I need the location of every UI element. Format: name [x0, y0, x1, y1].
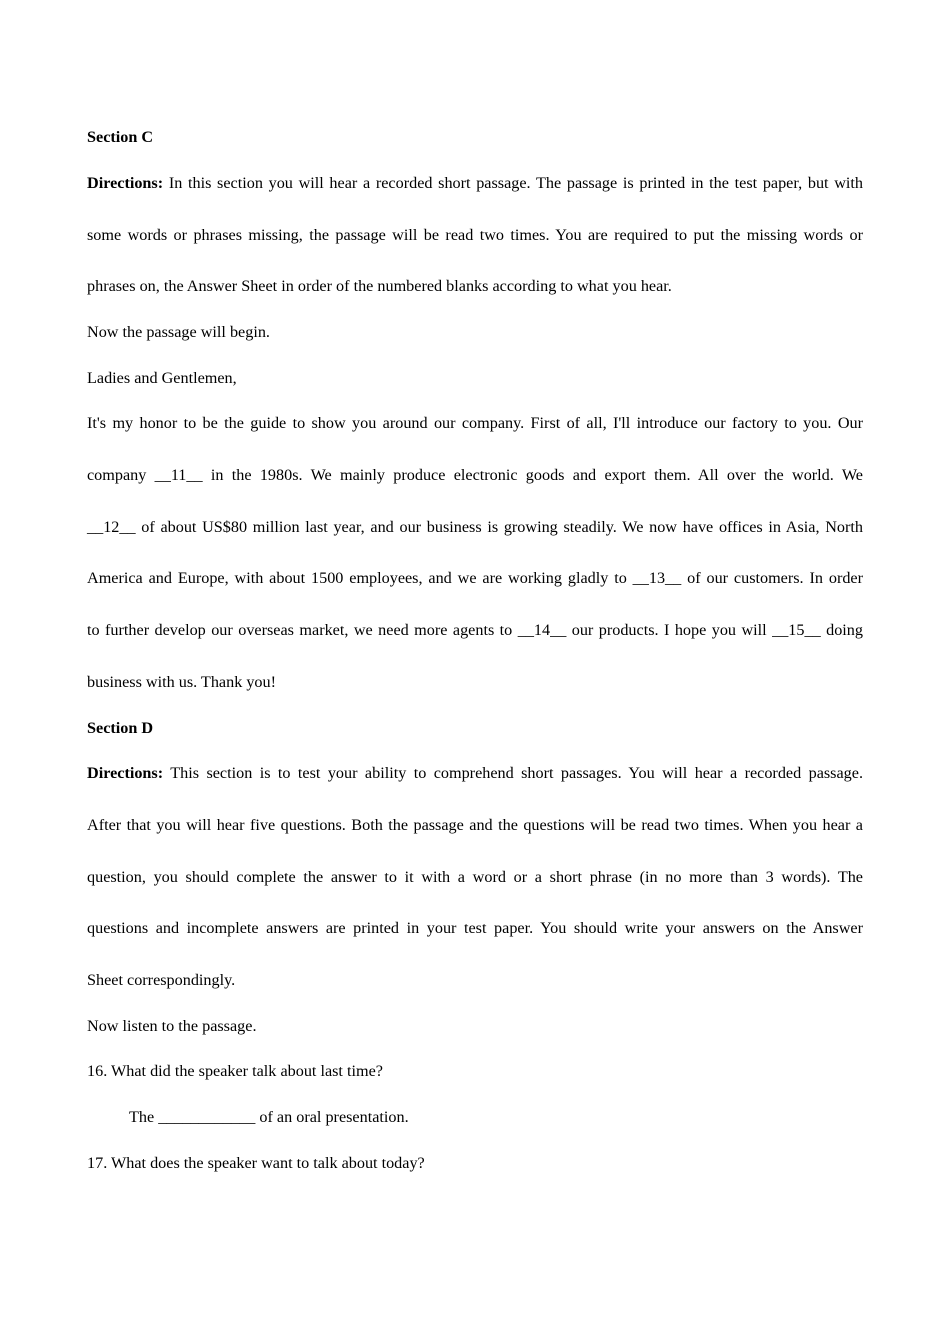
section-d-directions-text: This section is to test your ability to comprehend short passages. You will hear a recorded passage. — [163, 764, 863, 782]
section-d-directions-line: question, you should complete the answer to it with a word or a short phrase (in no more than 3 words). The — [87, 868, 863, 886]
section-d-directions-line: questions and incomplete answers are printed in your test paper. You should write your answers on the Answer — [87, 919, 863, 937]
passage-line: It's my honor to be the guide to show you around our company. First of all, I'll introduce our factory to you. Our — [87, 414, 863, 432]
section-c-directions-line: phrases on, the Answer Sheet in order of the numbered blanks according to what you hear. — [87, 277, 672, 295]
passage-line: company __11__ in the 1980s. We mainly produce electronic goods and export them. All over the world. We — [87, 466, 863, 484]
section-d-directions-line: After that you will hear five questions. Both the passage and the questions will be read two times. When you hear a — [87, 816, 863, 834]
section-d-directions-line — [87, 763, 863, 783]
section-d-directions-line: Sheet correspondingly. — [87, 971, 236, 989]
section-d-heading: Section D — [87, 719, 154, 737]
listen-instruction: Now listen to the passage. — [87, 1017, 257, 1035]
passage-line: __12__ of about US$80 million last year, and our business is growing steadily. We now have offices in Asia, North — [87, 518, 863, 536]
question-16: 16. What did the speaker talk about last time? — [87, 1062, 383, 1080]
section-d-directions-label: Directions: — [87, 764, 164, 782]
section-c-directions-line — [87, 173, 863, 193]
salutation: Ladies and Gentlemen, — [87, 369, 237, 387]
document-page — [87, 0, 863, 1344]
passage-line: business with us. Thank you! — [87, 673, 277, 691]
begin-instruction: Now the passage will begin. — [87, 323, 270, 341]
answer-16-blank: The ____________ of an oral presentation. — [129, 1108, 409, 1126]
section-c-directions-label: Directions: — [87, 174, 164, 192]
section-c-directions-text: In this section you will hear a recorded short passage. The passage is printed in the test paper, but with — [163, 174, 863, 192]
passage-line: to further develop our overseas market, we need more agents to __14__ our products. I hope you will __15__ doing — [87, 621, 863, 639]
passage-line: America and Europe, with about 1500 employees, and we are working gladly to __13__ of our customers. In order — [87, 569, 863, 587]
section-c-directions-line: some words or phrases missing, the passage will be read two times. You are required to put the missing words or — [87, 226, 863, 244]
question-17: 17. What does the speaker want to talk about today? — [87, 1154, 425, 1172]
section-c-heading: Section C — [87, 128, 154, 146]
